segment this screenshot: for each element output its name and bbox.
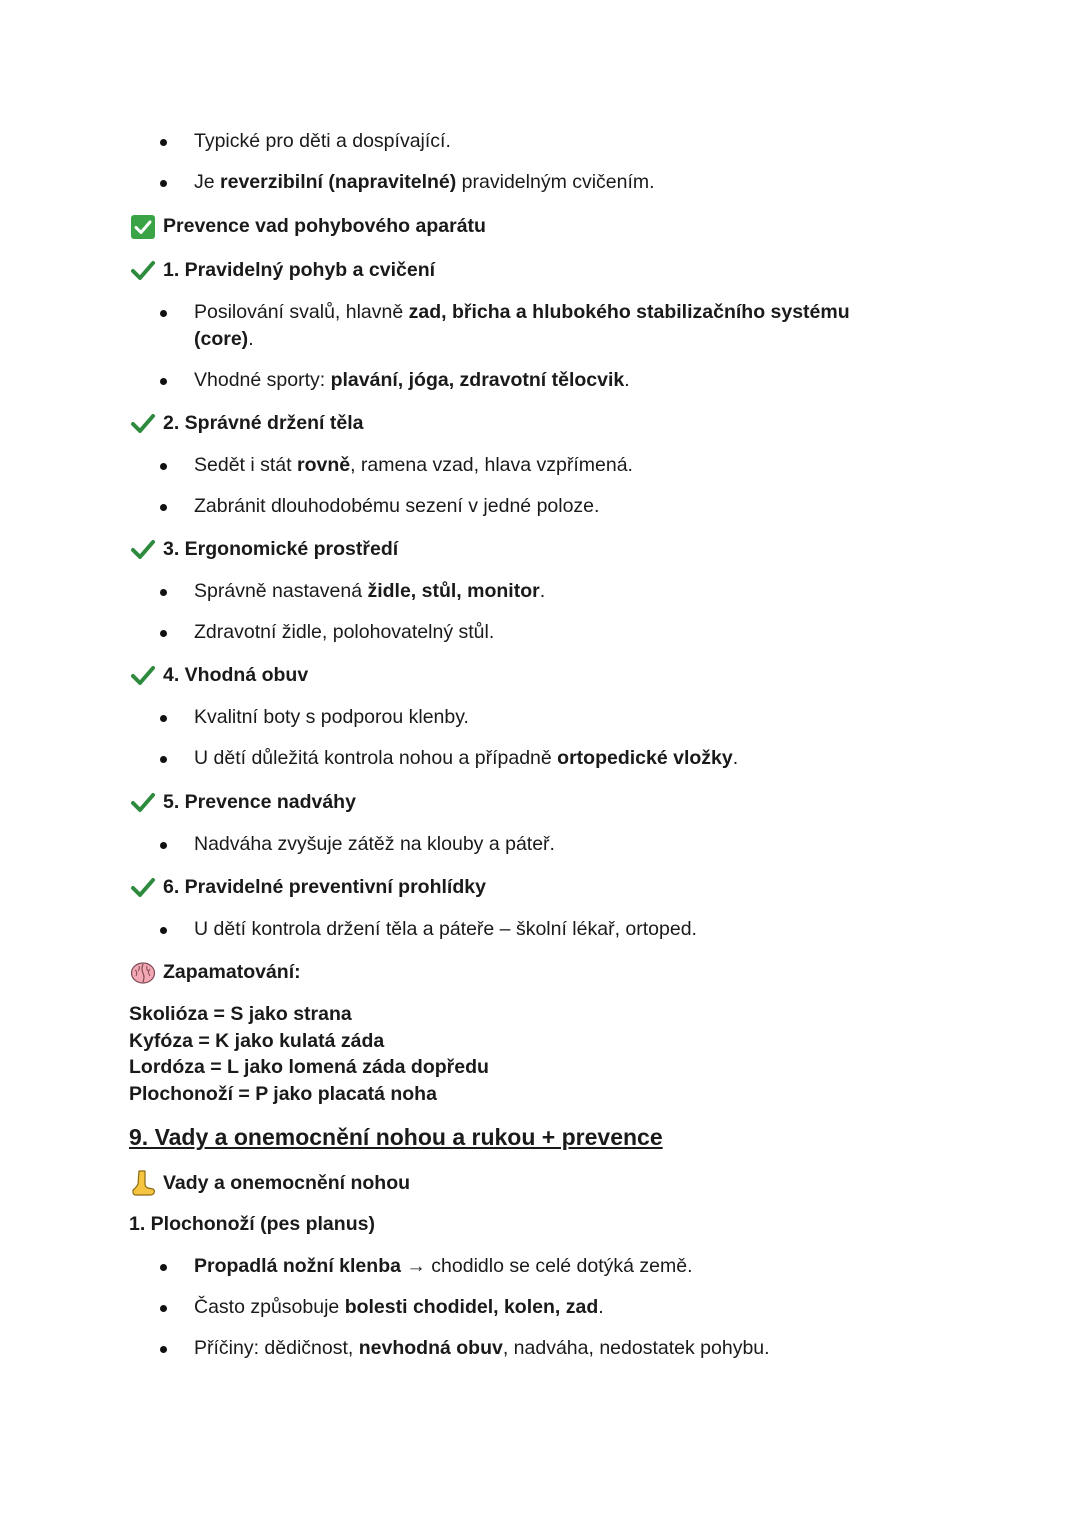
checkmark-icon xyxy=(130,411,156,437)
memo-title: Zapamatování: xyxy=(163,961,301,983)
group-title: 4. Vhodná obuv xyxy=(163,664,309,686)
bullet-text: Je reverzibilní (napravitelné) pravidelným cvičením. xyxy=(194,171,655,193)
bullet-text: Posilování svalů, hlavně zad, břicha a hlubokého stabilizačního systému (core). xyxy=(194,301,850,350)
foot-icon xyxy=(130,1170,156,1196)
flatfoot-title: 1. Plochonoží (pes planus) xyxy=(129,1213,375,1235)
checkmark-icon xyxy=(130,258,156,284)
checkmark-icon xyxy=(130,663,156,689)
bullet-text: Zabránit dlouhodobému sezení v jedné poloze. xyxy=(194,495,600,517)
section-title: 9. Vady a onemocnění nohou a rukou + prevence xyxy=(129,1124,663,1150)
memo-line: Skolióza = S jako strana xyxy=(129,1003,352,1025)
group-title: 1. Pravidelný pohyb a cvičení xyxy=(163,259,436,281)
checkmark-icon xyxy=(130,537,156,563)
bullet-text: Správně nastavená židle, stůl, monitor. xyxy=(194,580,546,602)
bullet-text: Příčiny: dědičnost, nevhodná obuv, nadváha, nedostatek pohybu. xyxy=(194,1337,770,1359)
brain-icon xyxy=(130,960,156,986)
bullet-text: Kvalitní boty s podporou klenby. xyxy=(194,706,469,728)
memo-line: Kyfóza = K jako kulatá záda xyxy=(129,1030,385,1052)
checkmark-icon xyxy=(130,790,156,816)
memo-line: Plochonoží = P jako placatá noha xyxy=(129,1083,437,1105)
group-title: 5. Prevence nadváhy xyxy=(163,791,356,813)
bullet-text: Typické pro děti a dospívající. xyxy=(194,130,451,152)
bullet-text: U dětí kontrola držení těla a páteře – školní lékař, ortoped. xyxy=(194,918,697,940)
bullet-text: Zdravotní židle, polohovatelný stůl. xyxy=(194,621,495,643)
group-title: 3. Ergonomické prostředí xyxy=(163,538,399,560)
bullet-text: Vhodné sporty: plavání, jóga, zdravotní tělocvik. xyxy=(194,369,630,391)
bullet-text: Nadváha zvyšuje zátěž na klouby a páteř. xyxy=(194,833,555,855)
bullet-text: Propadlá nožní klenba → chodidlo se celé dotýká země. xyxy=(194,1255,693,1277)
feet-title: Vady a onemocnění nohou xyxy=(163,1172,411,1194)
checkmark-icon xyxy=(130,875,156,901)
prevention-title: Prevence vad pohybového aparátu xyxy=(163,215,486,237)
group-title: 2. Správné držení těla xyxy=(163,412,364,434)
bullet-text: Často způsobuje bolesti chodidel, kolen, zad. xyxy=(194,1296,604,1318)
bullet-text: Sedět i stát rovně, ramena vzad, hlava vzpřímená. xyxy=(194,454,633,476)
group-title: 6. Pravidelné preventivní prohlídky xyxy=(163,876,486,898)
memo-line: Lordóza = L jako lomená záda dopředu xyxy=(129,1056,489,1078)
bullet-text: U dětí důležitá kontrola nohou a případně ortopedické vložky. xyxy=(194,747,739,769)
checkbox-check-icon xyxy=(130,214,156,240)
